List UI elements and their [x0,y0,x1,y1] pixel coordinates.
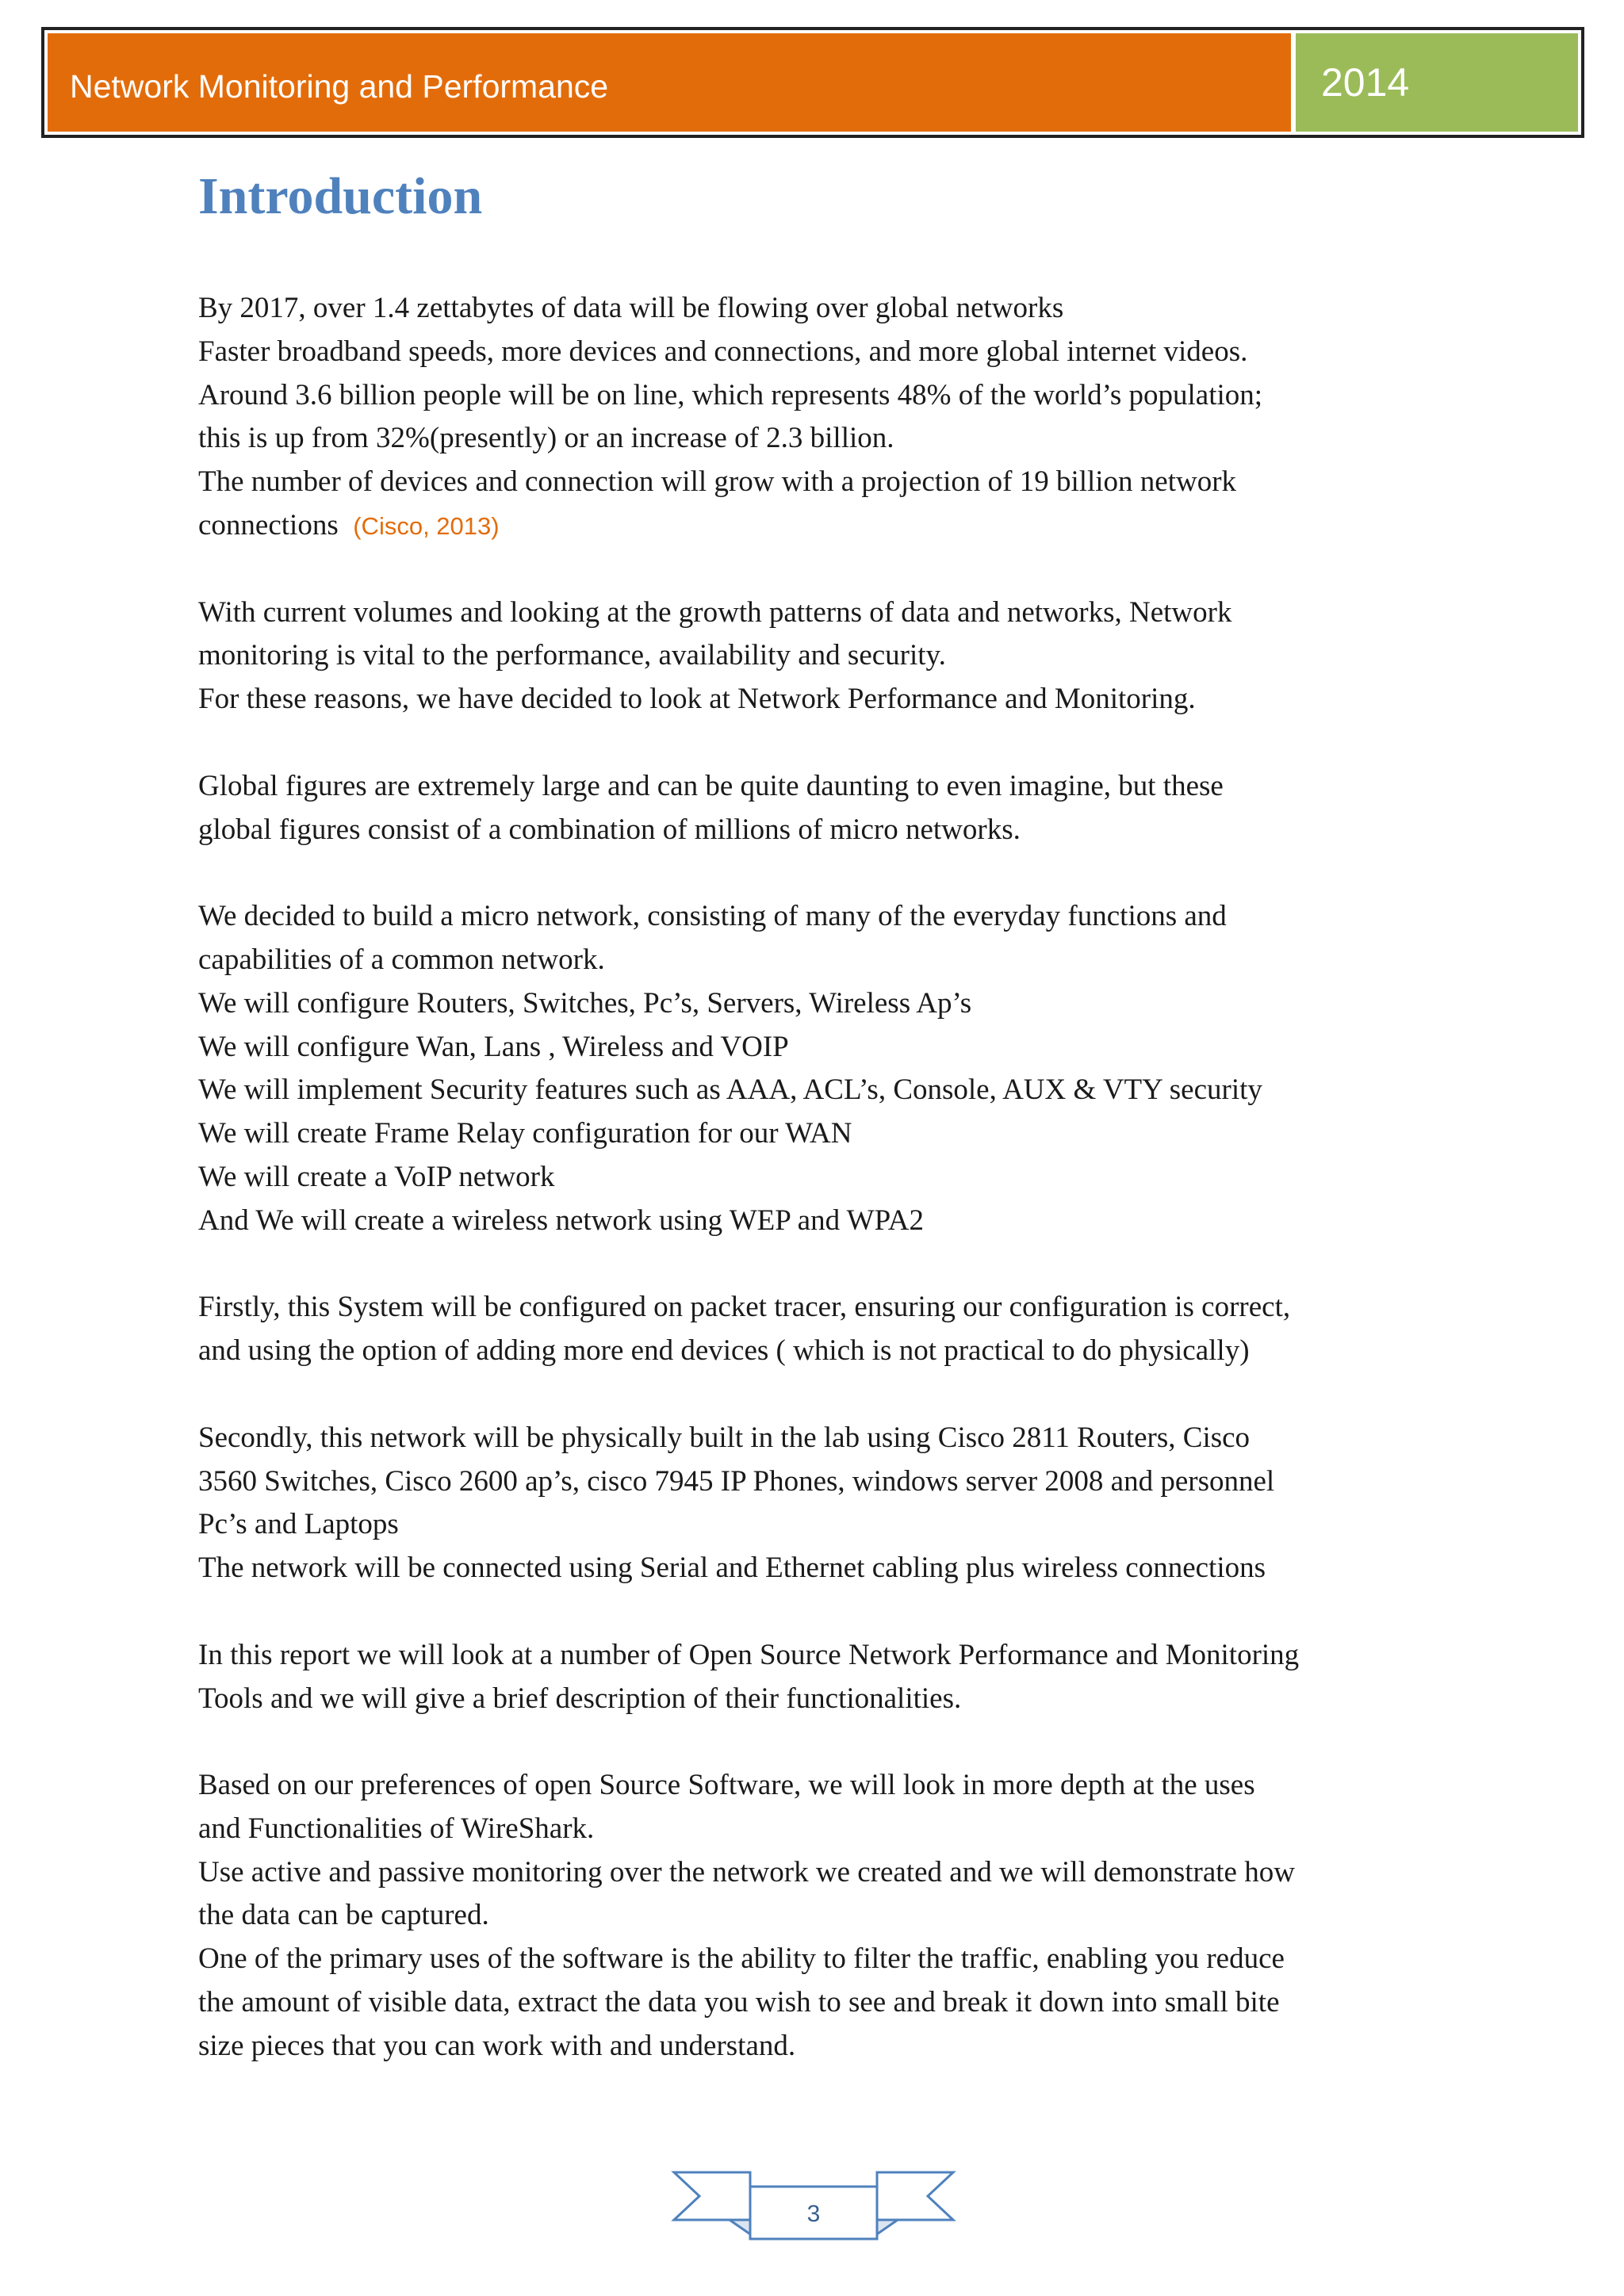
text-line: Based on our preferences of open Source Software, we will look in more depth at the uses [198,1769,1255,1802]
text-line: The number of devices and connection will grow with a projection of 19 billion network [198,465,1237,499]
text-line: Faster broadband speeds, more devices and connections, and more global internet videos. [198,335,1248,368]
text-line: the amount of visible data, extract the data you wish to see and break it down into small bite [198,1986,1280,2019]
header-title: Network Monitoring and Performance [48,33,1291,132]
text-line: the data can be captured. [198,1899,489,1932]
text-line: Global figures are extremely large and can be quite daunting to even imagine, but these [198,769,1224,802]
text-line: For these reasons, we have decided to look at Network Performance and Monitoring. [198,683,1196,716]
text-line: One of the primary uses of the software is the ability to filter the traffic, enabling you reduce [198,1942,1285,1976]
text-line: Tools and we will give a brief description of their functionalities. [198,1682,962,1715]
ribbon-right-fold [877,2220,898,2234]
paragraph-gap [198,1243,1435,1287]
text-line: We decided to build a micro network, consisting of many of the everyday functions and [198,900,1227,933]
paragraph-gap [198,1373,1435,1417]
text-line: And We will create a wireless network using WEP and WPA2 [198,1203,925,1237]
text-line: We will create Frame Relay configuration for our WAN [198,1117,852,1150]
paragraph [198,765,1435,852]
text-line: 3560 Switches, Cisco 2600 ap’s, cisco 7945 IP Phones, windows server 2008 and personnel [198,1464,1275,1498]
text-line: and Functionalities of WireShark. [198,1812,595,1845]
text-line: In this report we will look at a number of Open Source Network Performance and Monitoring [198,1638,1300,1671]
page-header [48,33,1578,132]
paragraph [198,1417,1435,1590]
paragraph [198,1764,1435,2068]
paragraph-gap [198,721,1435,765]
paragraph [198,1634,1435,1721]
body-text [198,287,1435,2068]
text-line: global figures consist of a combination of millions of micro networks. [198,813,1021,846]
text-line: this is up from 32%(presently) or an increase of 2.3 billion. [198,422,894,455]
text-line: We will implement Security features such as AAA, ACL’s, Console, AUX & VTY security [198,1073,1262,1107]
ribbon-left-fold [730,2220,750,2234]
paragraph-gap [198,1720,1435,1764]
text-line: With current volumes and looking at the growth patterns of data and networks, Network [198,595,1232,629]
section-heading: Introduction [198,167,483,225]
text-line: Use active and passive monitoring over the network we created and we will demonstrate how [198,1855,1295,1888]
text-line: and using the option of adding more end devices ( which is not practical to do physically) [198,1334,1250,1368]
text-line: size pieces that you can work with and understand. [198,2029,796,2062]
text-line: The network will be connected using Serial and Ethernet cabling plus wireless connections [198,1552,1266,1585]
text-line: Pc’s and Laptops [198,1508,399,1541]
text-line: Firstly, this System will be configured on packet tracer, ensuring our configuration is correct, [198,1291,1291,1324]
paragraph [198,1286,1435,1373]
paragraph [198,895,1435,1242]
paragraph-gap [198,1590,1435,1634]
paragraph [198,287,1435,548]
text-line: We will create a VoIP network [198,1160,555,1193]
text-line: We will configure Routers, Switches, Pc’s, Servers, Wireless Ap’s [198,986,972,1020]
text-line: Secondly, this network will be physically built in the lab using Cisco 2811 Routers, Cisco [198,1421,1251,1454]
text-line: By 2017, over 1.4 zettabytes of data will be flowing over global networks [198,292,1064,324]
text-line: We will configure Wan, Lans , Wireless and VOIP [198,1030,789,1063]
paragraph-gap [198,548,1435,591]
paragraph-gap [198,851,1435,895]
ribbon-right-tail [877,2172,953,2220]
header-year: 2014 [1296,33,1578,132]
text-line: capabilities of a common network. [198,943,605,976]
text-line: monitoring is vital to the performance, availability and security. [198,639,946,672]
citation: (Cisco, 2013) [353,511,500,540]
text-line: Around 3.6 billion people will be on line, which represents 48% of the world’s population; [198,378,1263,411]
page-number: 3 [806,2201,821,2227]
text-line-content: connections [198,508,339,541]
text-line [198,504,1435,548]
ribbon-left-tail [674,2172,750,2220]
paragraph [198,591,1435,721]
